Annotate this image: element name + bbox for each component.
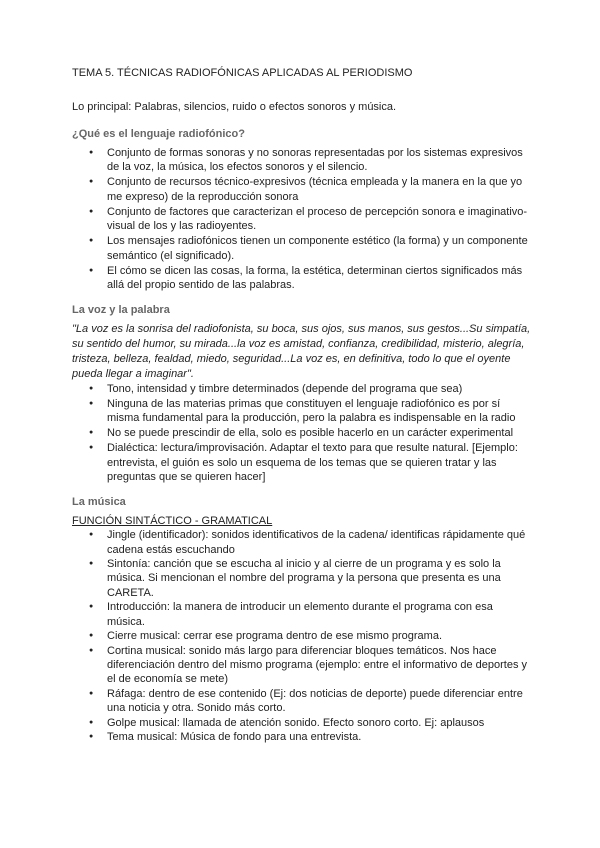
document-page	[72, 66, 532, 744]
quote-text: "La voz es la sonrisa del radiofonista, su boca, sus ojos, sus manos, sus gestos...Su simpatía, su sentido del humor, su mirada...la voz es amistad, confianza, credibilidad, misterio, alegría, tristeza, belleza, fealdad, miedo, seguridad...La voz es, en definitiva, todo lo que el oyente	[72, 323, 531, 366]
list-item: ● Dialéctica: lectura/improvisación. Adaptar el texto para que resulte natural. [Ejemplo: entrevista, el guión es solo un esquema de los temas que se quieren tratar y las preguntas que se quieren hacer]	[72, 441, 532, 484]
list-item: ● Conjunto de formas sonoras y no sonoras representadas por los sistemas expresivos de la voz, la música, los efectos sonoros y el silencio.	[72, 146, 532, 175]
bullet-list-lenguaje	[72, 146, 532, 292]
list-item: ● Conjunto de factores que caracterizan el proceso de percepción sonora e imaginativo-visual de los y las radioyentes.	[72, 205, 532, 234]
list-item: ● No se puede prescindir de ella, solo es posible hacerlo en un carácter experimental	[72, 426, 532, 440]
list-item: ● Tono, intensidad y timbre determinados (depende del programa que sea)	[72, 382, 532, 396]
list-item: ● Ninguna de las materias primas que constituyen el lenguaje radiofónico es por sí misma fundamental para la producción, pero la palabra es indispensable en la radio	[72, 397, 532, 426]
list-item: ● Introducción: la manera de introducir un elemento durante el programa con esa música.	[72, 600, 532, 629]
subheading-funcion: FUNCIÓN SINTÁCTICO - GRAMATICAL	[72, 515, 273, 528]
list-item: ● Ráfaga: dentro de ese contenido (Ej: dos noticias de deporte) puede diferenciar entre una noticia y otra. Sonido más corto.	[72, 687, 532, 716]
section-heading-musica: La música	[72, 496, 126, 509]
quote-end: pueda llegar a imaginar".	[72, 368, 194, 381]
section-heading-voz: La voz y la palabra	[72, 304, 170, 317]
section-heading-lenguaje: ¿Qué es el lenguaje radiofónico?	[72, 128, 245, 140]
bullet-list-musica	[72, 528, 532, 744]
document-title: TEMA 5. TÉCNICAS RADIOFÓNICAS APLICADAS AL PERIODISMO	[72, 67, 413, 79]
list-item: ● Los mensajes radiofónicos tienen un componente estético (la forma) y un componente semántico (el significado).	[72, 234, 532, 263]
intro-line: Lo principal: Palabras, silencios, ruido o efectos sonoros y música.	[72, 101, 397, 113]
list-item: ● Cortina musical: sonido más largo para diferenciar bloques temáticos. Nos hace diferenciación dentro del mismo programa (ejemplo: entre el informativo de deportes y el de economía se mete)	[72, 644, 532, 687]
list-item: ● Tema musical: Música de fondo para una entrevista.	[72, 730, 532, 744]
list-item: ● Golpe musical: llamada de atención sonido. Efecto sonoro corto. Ej: aplausos	[72, 716, 532, 730]
list-item: ● Jingle (identificador): sonidos identificativos de la cadena/ identificas rápidamente qué cadena estás escuchando	[72, 528, 532, 557]
list-item: ● El cómo se dicen las cosas, la forma, la estética, determinan ciertos significados más allá del propio sentido de las palabras.	[72, 264, 532, 293]
list-item: ● Cierre musical: cerrar ese programa dentro de ese mismo programa.	[72, 629, 532, 643]
list-item: ● Sintonía: canción que se escucha al inicio y al cierre de un programa y es solo la música. Si mencionan el nombre del programa y la persona que presenta es una CARETA.	[72, 557, 532, 600]
list-item: ● Conjunto de recursos técnico-expresivos (técnica empleada y la manera en la que yo me expreso) de la reproducción sonora	[72, 175, 532, 204]
bullet-list-voz	[72, 382, 532, 485]
